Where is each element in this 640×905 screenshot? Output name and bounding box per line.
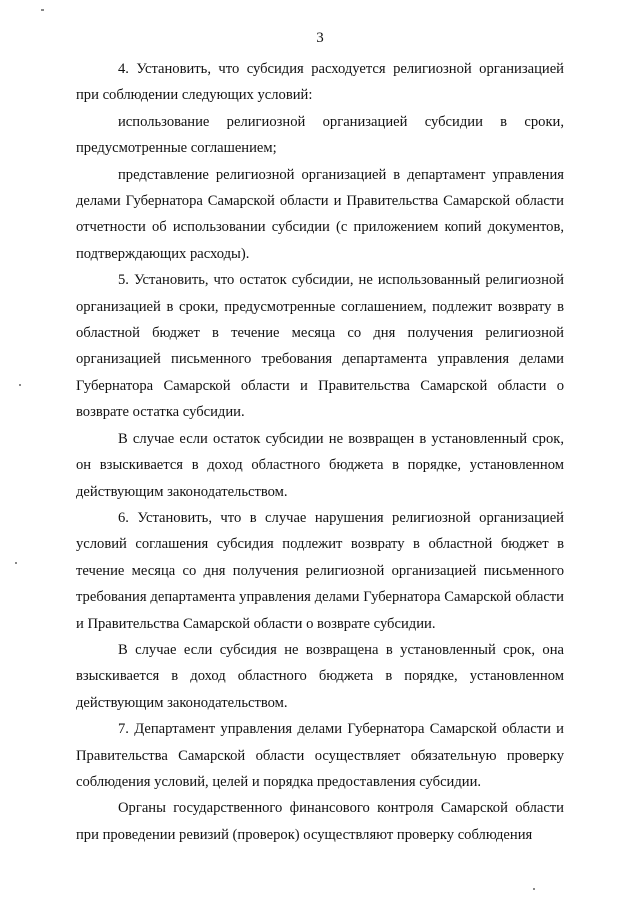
paragraph-item-6-recovery: В случае если субсидия не возвращена в установленный срок, она взыскивается в доход областного бюджета в порядке, установленном действующим законодательством. xyxy=(76,641,564,711)
paragraph-item-7: 7. Департамент управления делами Губернатора Самарской области и Правительства Самарской области осуществляет обязательную проверку соблюдения условий, целей и порядка предоставления субсидии. xyxy=(76,721,564,790)
paragraph-item-5-recovery: В случае если остаток субсидии не возвращен в установленный срок, он взыскивается в доход областного бюджета в порядке, установленном действующим законодательством. xyxy=(76,430,564,500)
document-body xyxy=(76,56,564,848)
scan-speck xyxy=(19,384,21,386)
page-number: 3 xyxy=(316,30,324,46)
scan-speck xyxy=(41,9,44,11)
paragraph-item-4: 4. Установить, что субсидия расходуется религиозной организацией при соблюдении следующих условий: xyxy=(76,61,564,104)
paragraph-item-6: 6. Установить, что в случае нарушения религиозной организацией условий соглашения субсидия подлежит возврату в областной бюджет в течение месяца со дня получения религиозной организацией письменного требования департамента управления делами Губернатора Самарской области и Правительства Самарской области о возврате субсидии. xyxy=(76,509,564,632)
paragraph-financial-control: Органы государственного финансового контроля Самарской области при проведении ревизий (проверок) осуществляют проверку соблюдения xyxy=(76,800,564,843)
scan-speck xyxy=(533,888,535,890)
scan-speck xyxy=(15,562,17,564)
paragraph-condition-usage: использование религиозной организацией субсидии в сроки, предусмотренные соглашением; xyxy=(76,113,564,157)
paragraph-condition-reporting: представление религиозной организацией в департамент управления делами Губернатора Самарской области и Правительства Самарской области отчетности об использовании субсидии (с приложением копий документов, подтверждающих расходы). xyxy=(76,166,564,262)
paragraph-item-5: 5. Установить, что остаток субсидии, не использованный религиозной организацией в сроки, предусмотренные соглашением, подлежит возврату в областной бюджет в течение месяца со дня получения религиозной организацией письменного требования департамента управления делами Губернатора Самарской области и Правительства Самарской области о возврате остатка субсидии. xyxy=(76,272,564,421)
